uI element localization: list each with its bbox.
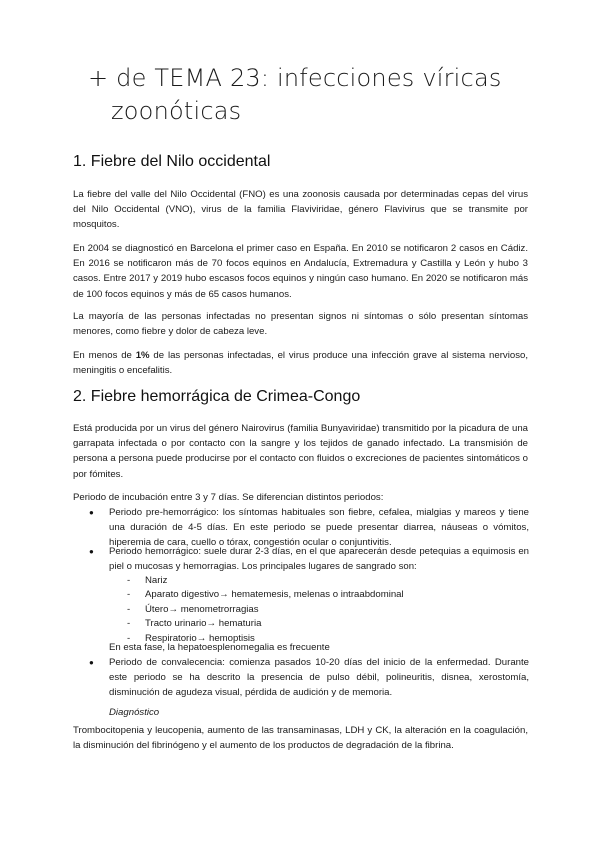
section-1-paragraph-4 (73, 348, 528, 378)
sub-item-uterus (127, 602, 525, 617)
phase-note: En esta fase, la hepatoesplenomegalia es frecuente (109, 642, 330, 653)
dash-marker: - (127, 618, 131, 629)
dash-marker: - (127, 633, 131, 644)
p4-text-pre: En menos de (73, 350, 136, 361)
sub-item-text: Respiratorio→ hemoptisis (145, 633, 255, 644)
dash-marker: - (127, 589, 131, 600)
bullet-dot: ● (89, 508, 94, 517)
sub-item-text: Nariz (145, 575, 168, 586)
sub-item-text: Aparato digestivo→ hematemesis, melenas o intraabdominal (145, 589, 404, 600)
section-2-paragraph-1: Está producida por un virus del género Nairovirus (familia Bunyaviridae) transmitido por la picadura de una garrapata infectada o por contacto con la sangre y los tejidos de ganado infectado. La transmisión de persona a persona puede producirse por el contacto con fluidos o excreciones de pacientes sintomáticos o por fómites. (73, 423, 528, 480)
dash-marker: - (127, 575, 131, 586)
p4-percent: 1% (135, 350, 150, 361)
dash-marker: - (127, 604, 131, 615)
bullet-3-text: Periodo de convalecencia: comienza pasados 10-20 días del inicio de la enfermedad. Durante este periodo se ha descrito la presencia de pulso débil, polineuritis, disnea, xerostomía, disminución de agudeza visual, pérdida de audición y de memoria. (109, 657, 529, 699)
document-title (88, 62, 558, 128)
incubation-text: Periodo de incubación entre 3 y 7 días. Se diferencian distintos periodos: (73, 492, 384, 503)
diagnosis-text: Trombocitopenia y leucopenia, aumento de las transaminasas, LDH y CK, la alteración en la coagulación, la disminución del fibrinógeno y el aumento de los productos de degradación de la fibrina. (73, 725, 528, 752)
title-line-1: + de TEMA 23: infecciones víricas (88, 64, 502, 92)
diagnosis-heading: Diagnóstico (109, 707, 160, 718)
sub-item-text: Útero→ menometrorragias (145, 604, 259, 615)
sub-item-text: Tracto urinario→ hematuria (145, 618, 262, 629)
sub-item-nose (127, 573, 525, 588)
bullet-1-text: Periodo pre-hemorrágico: los síntomas habituales son fiebre, cefalea, mialgias y mareos y tiene una duración de 4-5 días. En este periodo se puede presentar diarrea, náuseas o vómitos, hiperemia de cara, cuello o tórax, congestión ocular o conjuntivitis. (109, 507, 529, 549)
bullet-dot: ● (89, 658, 94, 667)
bullet-2-text: Periodo hemorrágico: suele durar 2-3 días, en el que aparecerán desde petequias a equimosis en piel o mucosas y hemorragias. Los principales lugares de sangrado son: (109, 546, 529, 573)
section-1-paragraph-3: La mayoría de las personas infectadas no presentan signos ni síntomas o sólo presentan síntomas menores, como fiebre y dolor de cabeza leve. (73, 311, 528, 338)
section-2-heading: 2. Fiebre hemorrágica de Crimea-Congo (73, 388, 361, 405)
section-1-paragraph-2: En 2004 se diagnosticó en Barcelona el primer caso en España. En 2010 se notificaron 2 casos en Cádiz. En 2016 se notificaron más de 70 focos equinos en Andalucía, Extremadura y Castilla y León y hubo 3 casos. Entre 2017 y 2019 hubo escasos focos equinos y ningún caso humano. En 2020 se notificaron más de 100 focos equinos y más de 65 casos humanos. (73, 243, 528, 300)
section-1-paragraph-1: La fiebre del valle del Nilo Occidental (FNO) es una zoonosis causada por determinadas cepas del virus del Nilo Occidental (VNO), virus de la familia Flaviviridae, género Flavivirus que se transmite por mosquitos. (73, 189, 528, 231)
section-1-heading: 1. Fiebre del Nilo occidental (73, 153, 271, 170)
p4-text-post: de las personas infectadas, el virus produce una infección grave al sistema nervioso, meningitis o encefalitis. (73, 350, 528, 377)
bullet-convalescence (89, 655, 529, 701)
sub-item-urinary (127, 616, 525, 631)
bullet-hemorrhagic (89, 544, 529, 574)
sub-item-digestive (127, 587, 525, 602)
title-line-2: zoonóticas (111, 97, 242, 125)
bullet-dot: ● (89, 547, 94, 556)
